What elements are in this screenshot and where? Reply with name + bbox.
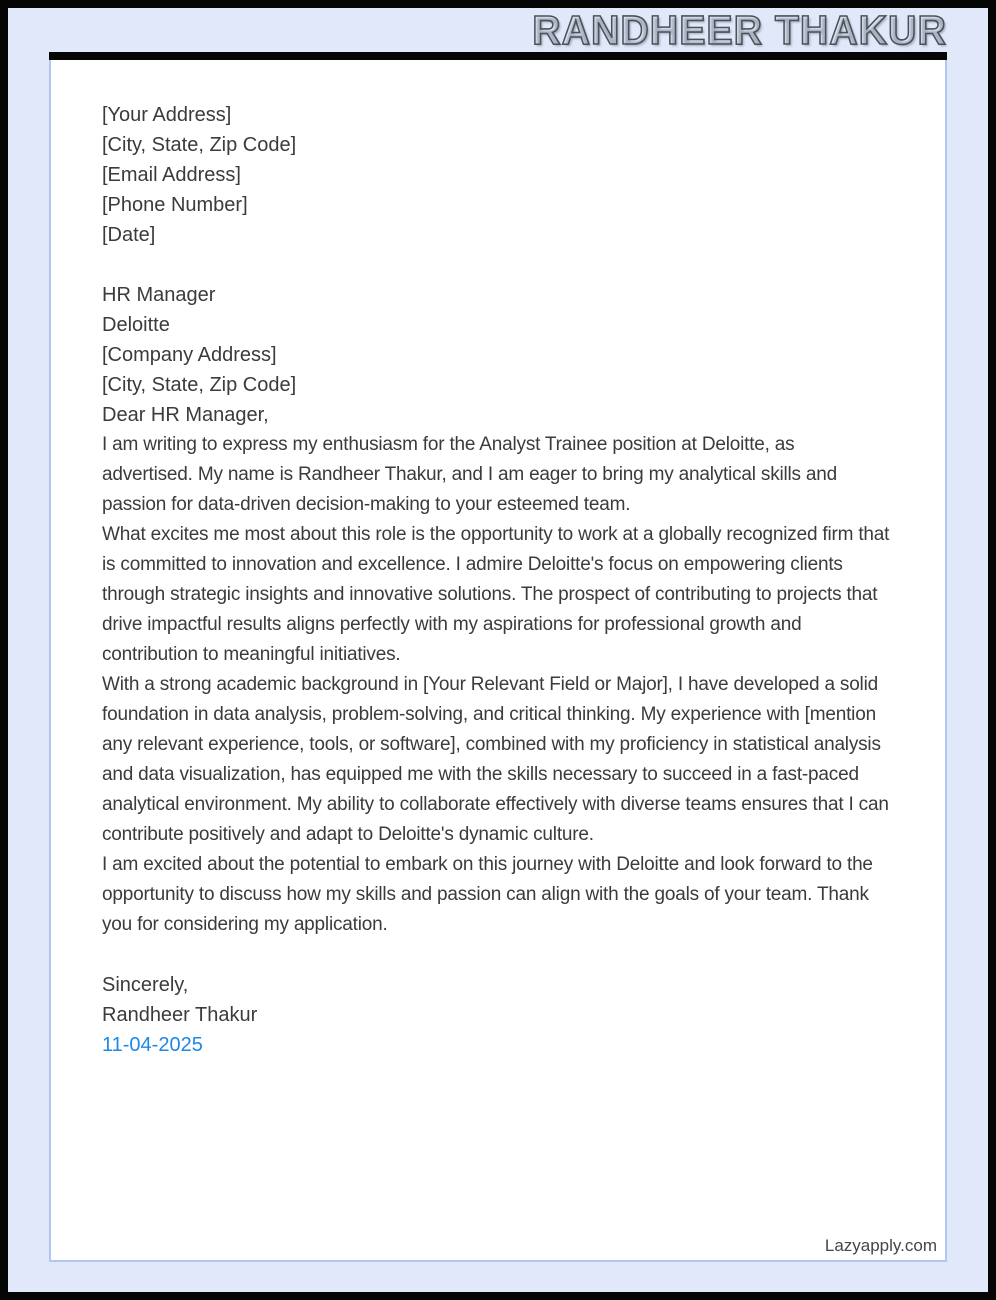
closing-block bbox=[102, 970, 890, 1030]
sender-date-line: [Date] bbox=[102, 224, 156, 246]
header-rule bbox=[49, 52, 947, 60]
letter-document bbox=[49, 60, 947, 1262]
recipient-city-line: [City, State, Zip Code] bbox=[102, 374, 297, 396]
letter-header bbox=[8, 8, 988, 52]
closing-signature-name: Randheer Thakur bbox=[102, 1004, 258, 1026]
recipient-address-line: [Company Address] bbox=[102, 344, 277, 366]
sender-address-block bbox=[102, 100, 890, 250]
watermark-brand: Lazyapply.com bbox=[824, 1236, 937, 1255]
recipient-block bbox=[102, 280, 890, 400]
sender-address-line: [Your Address] bbox=[102, 104, 232, 126]
header-name: RANDHEER THAKUR bbox=[532, 6, 947, 53]
closing-sincerely: Sincerely, bbox=[102, 974, 189, 996]
recipient-title-line: HR Manager bbox=[102, 284, 216, 306]
body-paragraph-1: I am writing to express my enthusiasm for the Analyst Trainee position at Deloitte, as advertised. My name is Randheer Thakur, and I am eager to bring my analytical skills and passion for data-driven decision-making to your esteemed team. bbox=[102, 434, 838, 515]
recipient-company-line: Deloitte bbox=[102, 314, 170, 336]
body-paragraph-3: With a strong academic background in [Your Relevant Field or Major], I have developed a solid foundation in data analysis, problem-solving, and critical thinking. My experience with [mention any relevant experience, tools, or software], combined with my proficiency in statistical analysis and data visualization, has equipped me with the skills necessary to succeed in a fast-paced analytical environment. My ability to collaborate effectively with diverse teams ensures that I can contribute positively and adapt to Deloitte's dynamic culture. bbox=[102, 674, 889, 845]
sender-phone-line: [Phone Number] bbox=[102, 194, 248, 216]
body-paragraph-4: I am excited about the potential to embark on this journey with Deloitte and look forward to the opportunity to discuss how my skills and passion can align with the goals of your team. Thank you for considering my application. bbox=[102, 854, 873, 935]
signature-date: 11-04-2025 bbox=[102, 1034, 203, 1056]
salutation: Dear HR Manager, bbox=[102, 404, 269, 426]
sender-city-line: [City, State, Zip Code] bbox=[102, 134, 297, 156]
body-paragraph-2: What excites me most about this role is the opportunity to work at a globally recognized firm that is committed to innovation and excellence. I admire Deloitte's focus on empowering clients through strategic insights and innovative solutions. The prospect of contributing to projects that drive impactful results aligns perfectly with my aspirations for professional growth and contribution to meaningful initiatives. bbox=[102, 524, 890, 665]
sender-email-line: [Email Address] bbox=[102, 164, 241, 186]
